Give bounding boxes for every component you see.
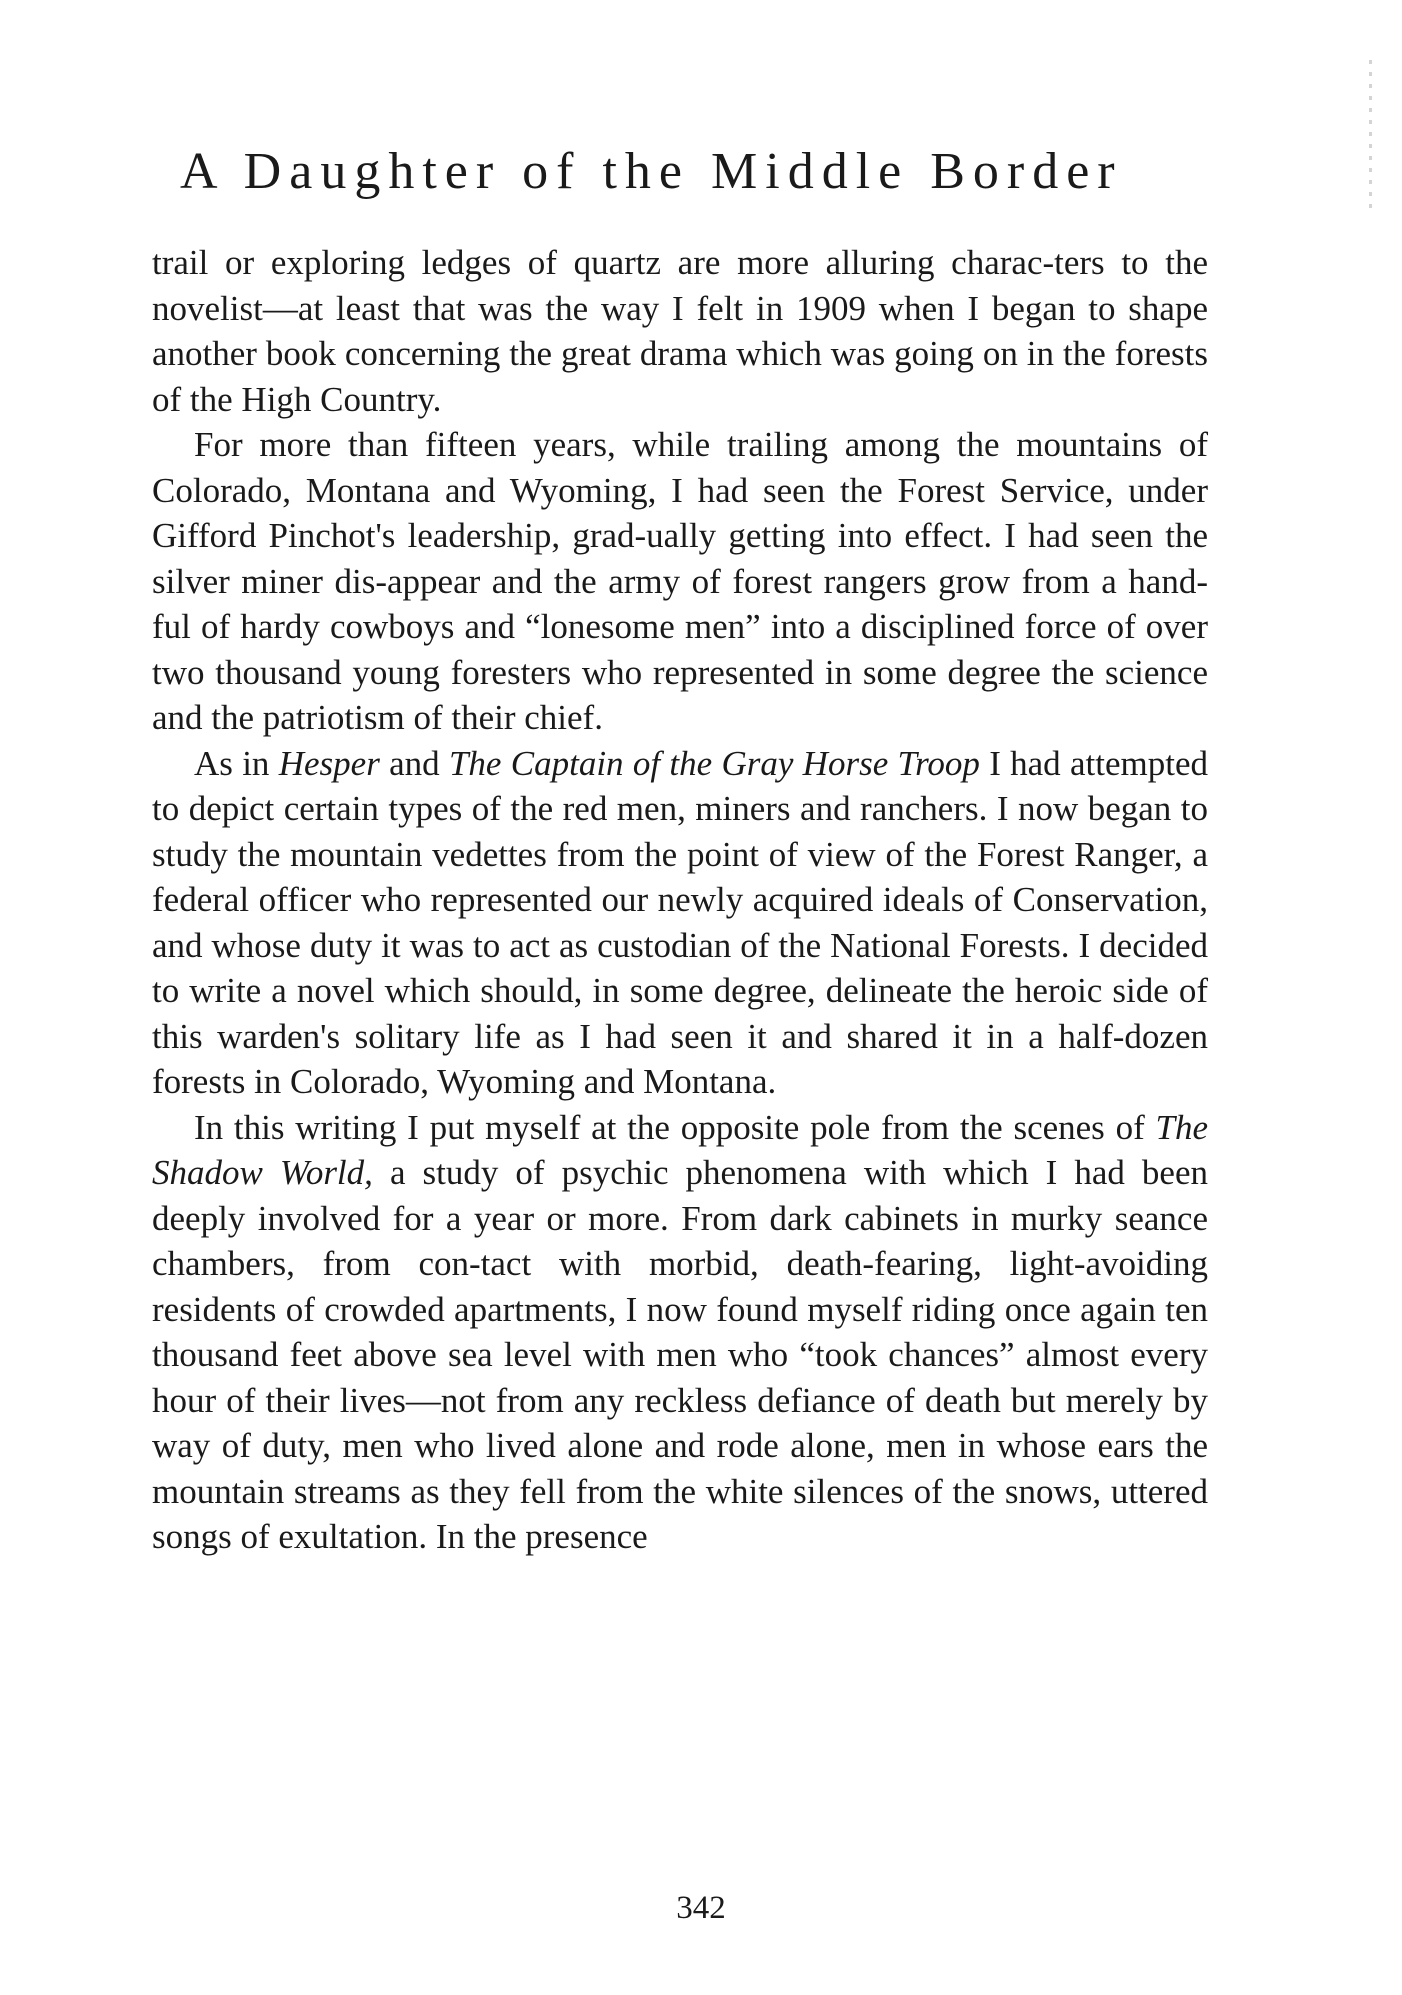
paragraph-3-text-a: As in [194,743,279,783]
book-title-captain: The Captain of the Gray Horse Troop [448,743,980,783]
paragraph-3-text-c: I had attempted to depict certain types of the red men, miners and ranchers. I now began to study the mountain vedettes from the point of view of the Forest Ranger, a federal officer who represented our newly acquired ideals of Conservation, and whose duty it was to act as custodian of the National Forests. I decided to write a novel which should, in some degree, delineate the heroic side of this warden's solitary life as I had seen it and shared it in a half-dozen forests in Colorado, Wyoming and Montana. [152,743,1208,1101]
paragraph-1: trail or exploring ledges of quartz are more alluring charac-ters to the novelist—at least that was the way I felt in 1909 when I began to shape another book concerning the great drama which was going on in the forests of the High Country. [152,243,1208,419]
paragraph-2: For more than fifteen years, while trailing among the mountains of Colorado, Montana and Wyoming, I had seen the Forest Service, under Gifford Pinchot's leadership, grad-ually getting into effect. I had seen the silver miner dis-appear and the army of forest rangers grow from a hand-ful of hardy cowboys and “lonesome men” into a disciplined force of over two thousand young foresters who represented in some degree the science and the patriotism of their chief. [152,425,1208,737]
body-text [152,240,1208,1560]
book-title-hesper: Hesper [278,743,380,783]
page-number: 342 [676,1890,726,1926]
page-edge-mark [1369,60,1372,210]
paragraph-4-text-b: a study of psychic phenomena with which I had been deeply involved for a year or more. From dark cabinets in murky seance chambers, from con-tact with morbid, death-fearing, light-avoiding residents of crowded apartments, I now found myself riding once again ten thousand feet above sea level with men who “took chances” almost every hour of their lives—not from any reckless defiance of death but merely by way of duty, men who lived alone and rode alone, men in whose ears the mountain streams as they fell from the white silences of the snows, uttered songs of exultation. In the presence [152,1153,1209,1556]
paragraph-3 [152,741,1208,1105]
paragraph-3-text-b: and [379,743,449,783]
paragraph-4-text-a: In this writing I put myself at the opposite pole from the scenes of [194,1107,1156,1147]
running-title: A Daughter of the Middle Border [180,143,1123,200]
book-title-shadow-world: The Shadow World, [152,1107,1208,1192]
paragraph-4 [152,1105,1208,1560]
